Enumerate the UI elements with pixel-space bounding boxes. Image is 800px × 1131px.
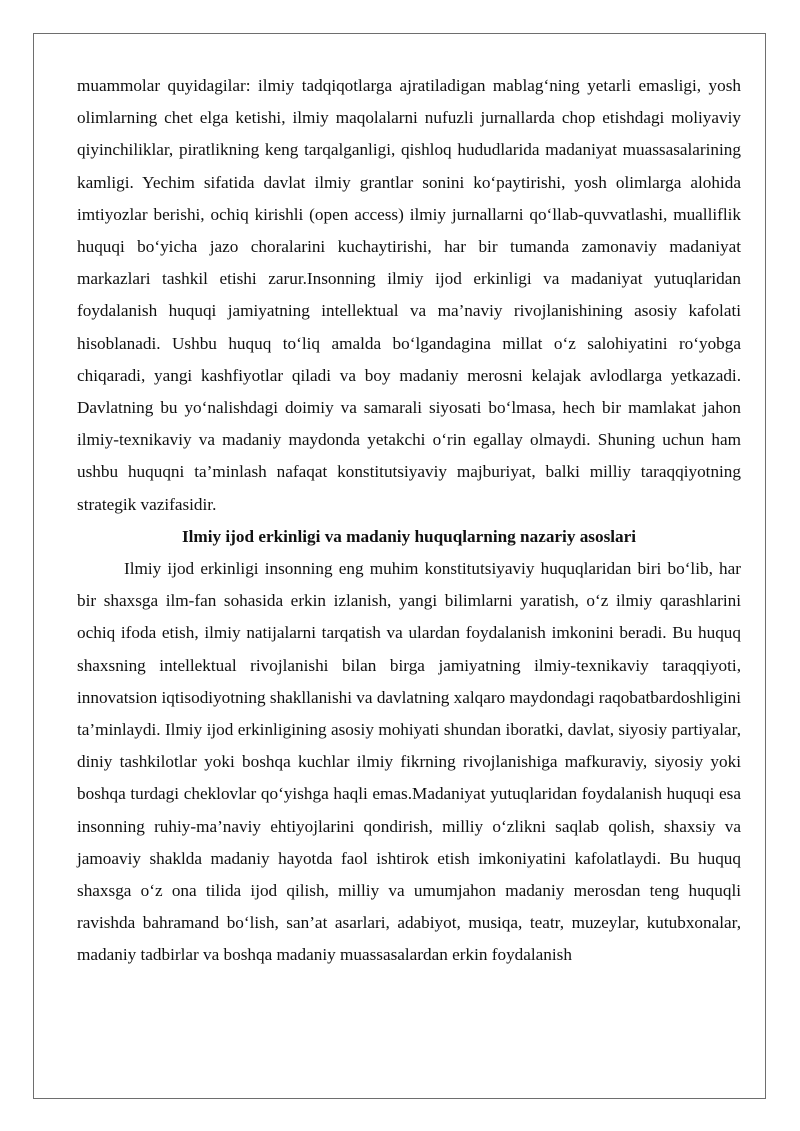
paragraph-body: Ilmiy ijod erkinligi insonning eng muhim konstitutsiyaviy huquqlaridan biri bo‘lib, har bir shaxsga ilm-fan sohasida erkin izlanish, yangi bilimlarni yaratish, o‘z ilmiy qarashlarini ochiq ifoda etish, ilmiy natijalarni tarqatish va ulardan foydalanish imkonini beradi. Bu huquq shaxsning intellektual rivojlanishi bilan birga jamiyatning ilmiy-texnikaviy taraqqiyoti, innovatsion iqtisodiyotning shakllanishi va davlatning xalqaro maydondagi raqobatbardoshligini ta’minlaydi. Ilmiy ijod erkinligining asosiy mohiyati shundan iboratki, davlat, siyosiy partiyalar, diniy tashkilotlar yoki boshqa kuchlar ilmiy fikrning rivojlanishiga mafkuraviy, siyosiy yoki boshqa turdagi cheklovlar qo‘yishga haqli emas.Madaniyat yutuqlaridan foydalanish huquqi esa insonning ruhiy-ma’naviy ehtiyojlarini qondirish, milliy o‘zlikni saqlab qolish, shaxsiy va jamoaviy shaklda madaniy hayotda faol ishtirok etish imkoniyatini kafolatlaydi. Bu huquq shaxsga o‘z ona tilida ijod qilish, milliy va umumjahon madaniy merosdan teng huquqli ravishda bahramand bo‘lish, san’at asarlari, adabiyot, musiqa, teatr, muzeylar, kutubxonalar, madaniy tadbirlar va boshqa madaniy muassasalardan erkin foydalanish [77, 559, 742, 965]
paragraph-continued: muammolar quyidagilar: ilmiy tadqiqotlarga ajratiladigan mablag‘ning yetarli emasligi, yosh olimlarning chet elga ketishi, ilmiy maqolalarni nufuzli jurnallarda chop etishdagi moliyaviy qiyinchiliklar, piratlikning keng tarqalganligi, qishloq hududlarida madaniyat muassasalarining kamligi. Yechim sifatida davlat ilmiy grantlar sonini ko‘paytirishi, yosh olimlarga alohida imtiyozlar berishi, ochiq kirishli (open access) ilmiy jurnallarni qo‘llab-quvvatlashi, mualliflik huquqi bo‘yicha jazo choralarini kuchaytirishi, har bir tumanda zamonaviy madaniyat markazlari tashkil etishi zarur.Insonning ilmiy ijod erkinligi va madaniyat yutuqlaridan foydalanish huquqi jamiyatning intellektual va ma’naviy rivojlanishining asosiy kafolati hisoblanadi. Ushbu huquq to‘liq amalda bo‘lgandagina millat o‘z salohiyatini ro‘yobga chiqaradi, yangi kashfiyotlar qiladi va boy madaniy merosni kelajak avlodlarga yetkazadi. Davlatning bu yo‘nalishdagi doimiy va samarali siyosati bo‘lmasa, hech bir mamlakat jahon ilmiy-texnikaviy va madaniy maydonda yetakchi o‘rin egallay olmaydi. Shuning uchun ham ushbu huquqni ta’minlash nafaqat konstitutsiyaviy majburiyat, balki milliy taraqqiyotning strategik vazifasidir. [77, 76, 741, 514]
section-heading: Ilmiy ijod erkinligi va madaniy huquqlarning nazariy asoslari [181, 526, 637, 546]
document-body [77, 70, 741, 972]
